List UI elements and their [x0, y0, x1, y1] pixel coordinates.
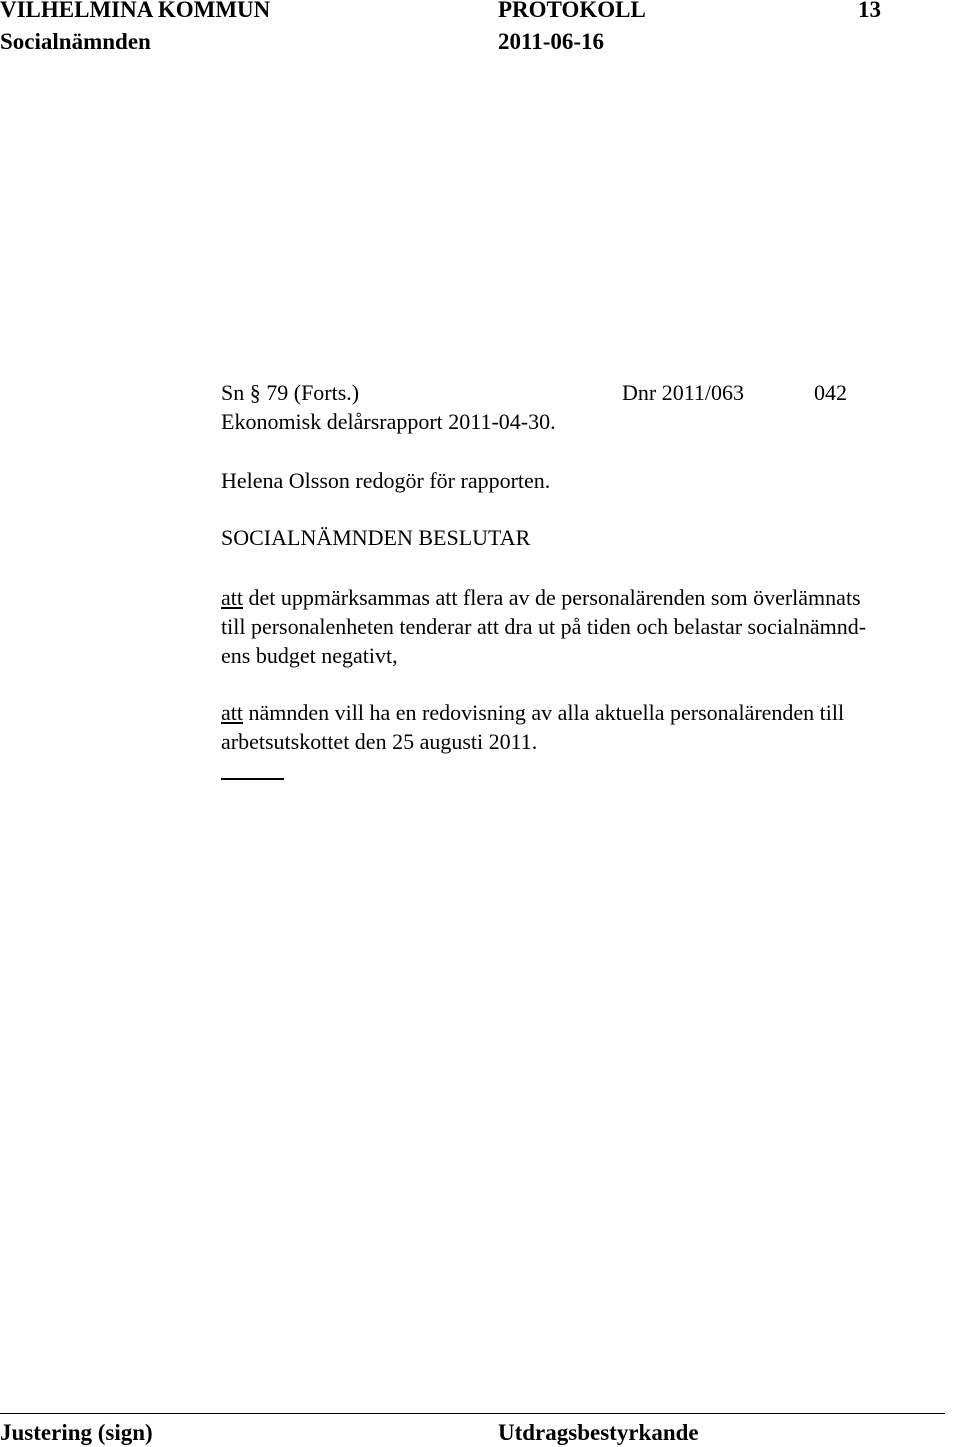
decision-2-line-2: arbetsutskottet den 25 augusti 2011. [221, 729, 538, 754]
decision-2-text-1: nämnden vill ha en redovisning av alla aktuella personalärenden till [248, 700, 845, 725]
doc-type: PROTOKOLL [498, 0, 646, 22]
decision-1-line-3: ens budget negativt, [221, 643, 398, 668]
decision-1-line-1 [221, 583, 861, 612]
case-title: Ekonomisk delårsrapport 2011-04-30. [221, 409, 556, 434]
decision-heading: SOCIALNÄMNDEN BESLUTAR [221, 525, 531, 550]
decision-1-text-1: det uppmärksammas att flera av de personalärenden som överlämnats [248, 585, 861, 610]
meeting-date: 2011-06-16 [498, 29, 605, 54]
section-code: Sn [221, 380, 245, 405]
dnr-code: 042 [814, 380, 847, 405]
paragraph-sign: § [249, 380, 261, 405]
decision-1-keyword: att [221, 585, 243, 610]
end-rule [221, 778, 284, 780]
footer-justering: Justering (sign) [0, 1420, 153, 1445]
footer-utdrag: Utdragsbestyrkande [498, 1420, 699, 1445]
page-number: 13 [858, 0, 881, 22]
decision-2-keyword: att [221, 700, 243, 725]
decision-1-line-2: till personalenheten tenderar att dra ut på tiden och belastar socialnämnd- [221, 614, 867, 639]
footer-rule [0, 1413, 945, 1414]
case-section [221, 378, 359, 407]
committee-name: Socialnämnden [0, 29, 151, 54]
paragraph-ref: 79 (Forts.) [266, 380, 360, 405]
org-name: VILHELMINA KOMMUN [0, 0, 271, 22]
dnr-label: Dnr 2011/063 [622, 380, 745, 405]
intro-text: Helena Olsson redogör för rapporten. [221, 468, 551, 493]
decision-2-line-1 [221, 698, 844, 727]
